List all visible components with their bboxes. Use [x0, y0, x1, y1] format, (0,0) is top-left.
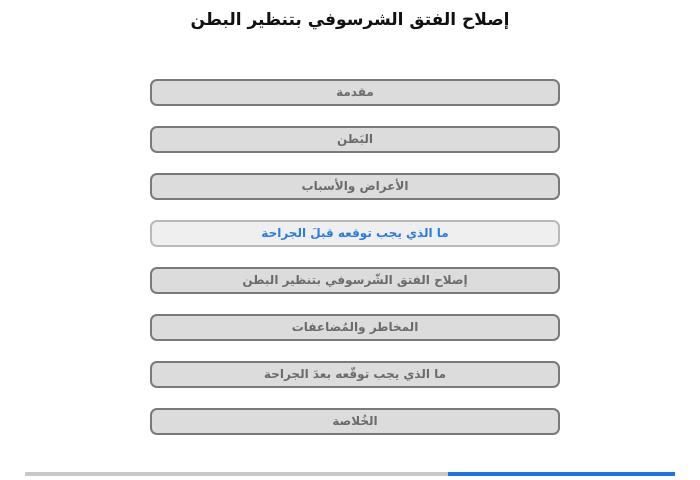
menu-item-before-surgery[interactable]: ما الذي يجب توقعه قبلَ الجراحة	[150, 220, 560, 247]
menu-item-after-surgery[interactable]: ما الذي يجب توقّعه بعدَ الجراحة	[150, 361, 560, 388]
chapter-menu	[150, 79, 560, 455]
menu-item-laparoscopic-repair[interactable]: إصلاح الفتق الشّرسوفي بتنظير البطن	[150, 267, 560, 294]
menu-item-abdomen[interactable]: البَطن	[150, 126, 560, 153]
menu-item-risks-complications[interactable]: المخاطر والمُضاعفات	[150, 314, 560, 341]
progress-bar-fill	[448, 472, 676, 476]
menu-item-symptoms-causes[interactable]: الأعراض والأسباب	[150, 173, 560, 200]
menu-item-summary[interactable]: الخُلاصة	[150, 408, 560, 435]
menu-item-introduction[interactable]: مقدمة	[150, 79, 560, 106]
page-title: إصلاح الفتق الشرسوفي بتنظير البطن	[190, 10, 510, 30]
progress-bar	[25, 472, 675, 476]
